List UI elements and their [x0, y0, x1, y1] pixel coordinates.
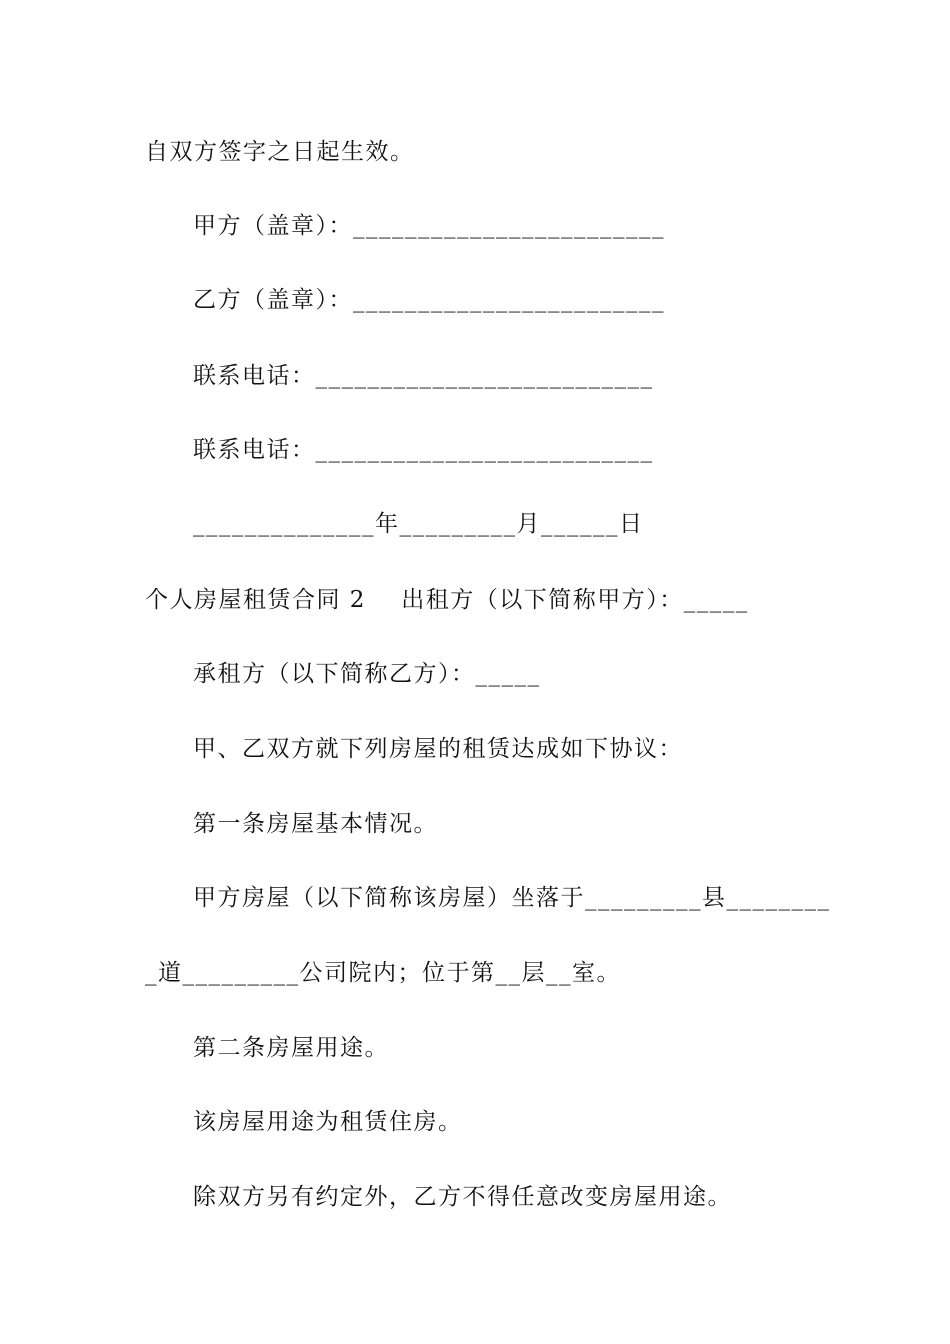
property-use-statement: 该房屋用途为租赁住房。	[193, 1109, 463, 1135]
party-b-seal-line: 乙方（盖章）：________________________	[193, 287, 665, 313]
agreement-intro: 甲、乙双方就下列房屋的租赁达成如下协议：	[193, 736, 683, 762]
lessee-line: 承租方（以下简称乙方）：_____	[193, 661, 541, 687]
date-line: ______________年_________月______日	[193, 511, 644, 537]
property-location-line-1: 甲方房屋（以下简称该房屋）坐落于_________县________	[193, 885, 831, 911]
contact-phone-line-1: 联系电话：__________________________	[193, 363, 654, 389]
contact-phone-line-2: 联系电话：__________________________	[193, 437, 654, 463]
article-1-heading: 第一条房屋基本情况。	[193, 811, 438, 837]
paragraph-effective-clause: 自双方签字之日起生效。	[145, 139, 415, 165]
party-a-seal-line: 甲方（盖章）：________________________	[193, 213, 665, 239]
article-2-heading: 第二条房屋用途。	[193, 1035, 389, 1061]
contract-title-lessor-line: 个人房屋租赁合同 2 出租方（以下简称甲方）：_____	[145, 587, 749, 613]
use-restriction-statement: 除双方另有约定外，乙方不得任意改变房屋用途。	[193, 1184, 732, 1210]
property-location-line-2: _道_________公司院内；位于第__层__室。	[145, 960, 621, 986]
